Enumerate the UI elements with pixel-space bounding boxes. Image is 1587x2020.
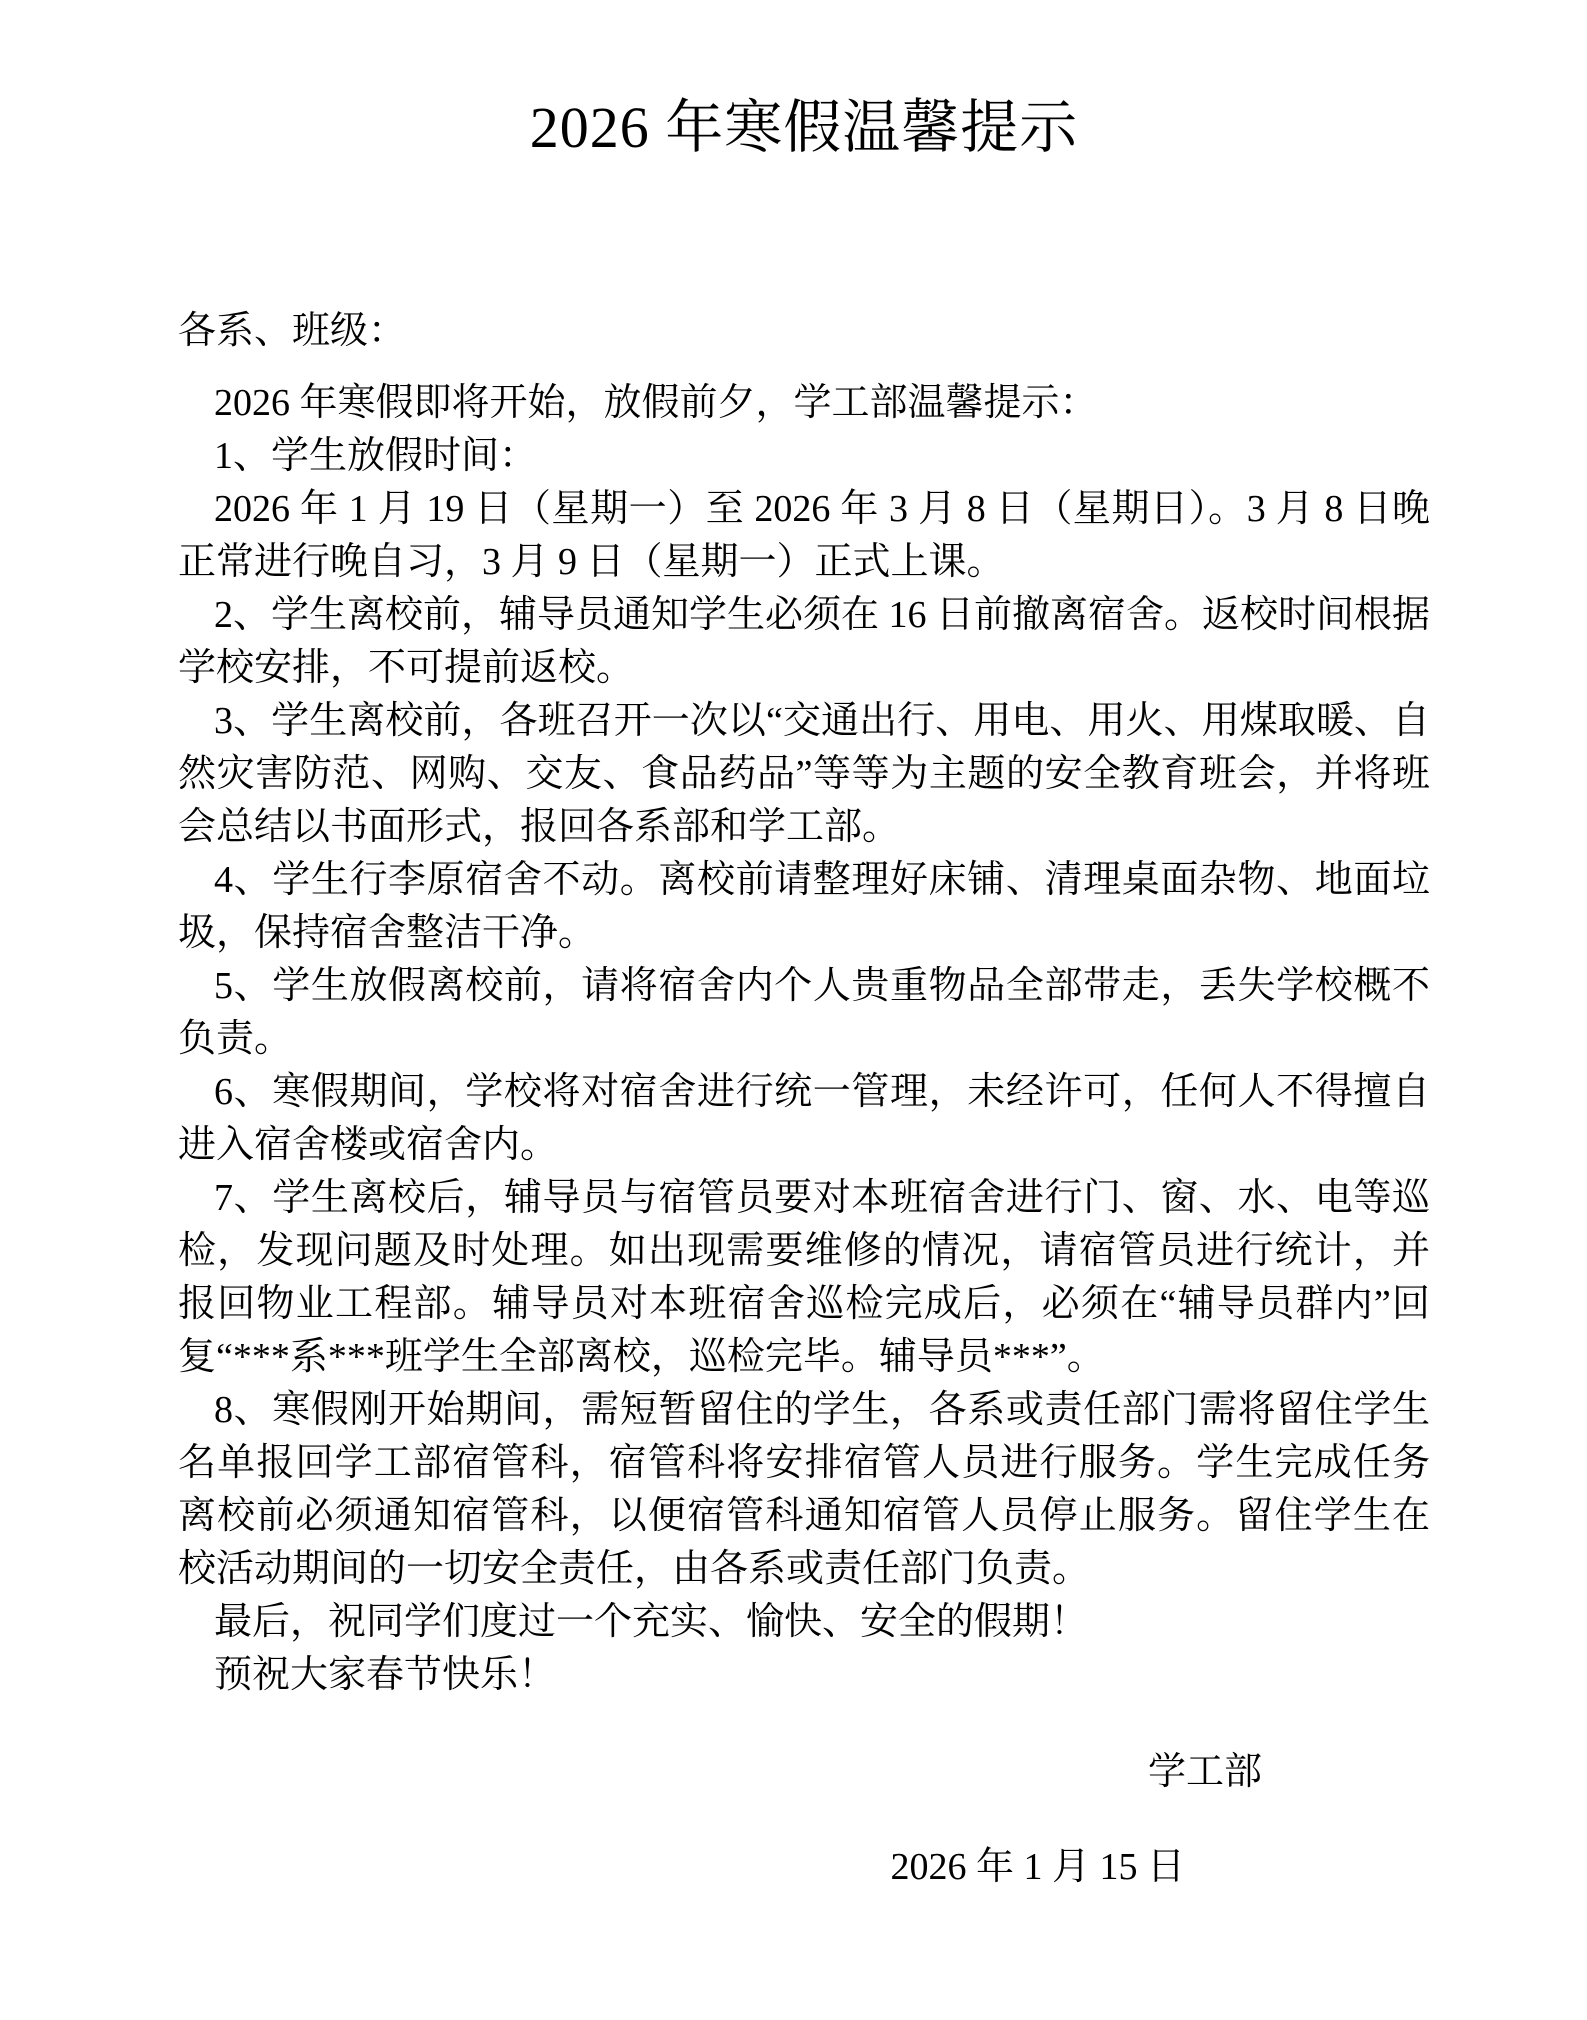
paragraph-item-1-detail: 2026 年 1 月 19 日（星期一）至 2026 年 3 月 8 日（星期日）。3 月 8 日晚正常进行晚自习，3 月 9 日（星期一）正式上课。: [178, 488, 1430, 583]
paragraph-item-6: 6、寒假期间，学校将对宿舍进行统一管理，未经许可，任何人不得擅自进入宿舍楼或宿舍内。: [178, 1071, 1430, 1166]
paragraph-intro: 2026 年寒假即将开始，放假前夕，学工部温馨提示：: [214, 382, 1098, 424]
paragraph-item-3: 3、学生离校前，各班召开一次以“交通出行、用电、用火、用煤取暖、自然灾害防范、网购、交友、食品药品”等等为主题的安全教育班会，并将班会总结以书面形式，报回各系部和学工部。: [178, 700, 1430, 848]
paragraph-item-7: 7、学生离校后，辅导员与宿管员要对本班宿舍进行门、窗、水、电等巡检，发现问题及时处理。如出现需要维修的情况，请宿管员进行统计，并报回物业工程部。辅导员对本班宿舍巡检完成后，必须在“辅导员群内”回复“***系***班学生全部离校，巡检完毕。辅导员***”。: [178, 1177, 1430, 1378]
signature-department: 学工部: [1147, 1751, 1262, 1793]
paragraph-item-2: 2、学生离校前，辅导员通知学生必须在 16 日前撤离宿舍。返校时间根据学校安排，不可提前返校。: [178, 594, 1431, 689]
paragraph-item-1: 1、学生放假时间：: [214, 435, 538, 477]
document-title: 2026 年寒假温馨提示: [529, 95, 1079, 160]
paragraph-item-5: 5、学生放假离校前，请将宿舍内个人贵重物品全部带走，丢失学校概不负责。: [178, 965, 1430, 1060]
document-date: 2026 年 1 月 15 日: [890, 1846, 1185, 1888]
document-body: [178, 377, 1430, 1702]
salutation: 各系、班级：: [178, 310, 407, 352]
paragraph-item-8: 8、寒假刚开始期间，需短暂留住的学生，各系或责任部门需将留住学生名单报回学工部宿管科，宿管科将安排宿管人员进行服务。学生完成任务离校前必须通知宿管科，以便宿管科通知宿管人员停止服务。留住学生在校活动期间的一切安全责任，由各系或责任部门负责。: [178, 1389, 1430, 1590]
paragraph-item-4: 4、学生行李原宿舍不动。离校前请整理好床铺、清理桌面杂物、地面垃圾，保持宿舍整洁干净。: [178, 859, 1430, 954]
paragraph-new-year-wish: 预祝大家春节快乐！: [214, 1654, 557, 1696]
paragraph-closing-wish: 最后，祝同学们度过一个充实、愉快、安全的假期！: [214, 1601, 1089, 1643]
